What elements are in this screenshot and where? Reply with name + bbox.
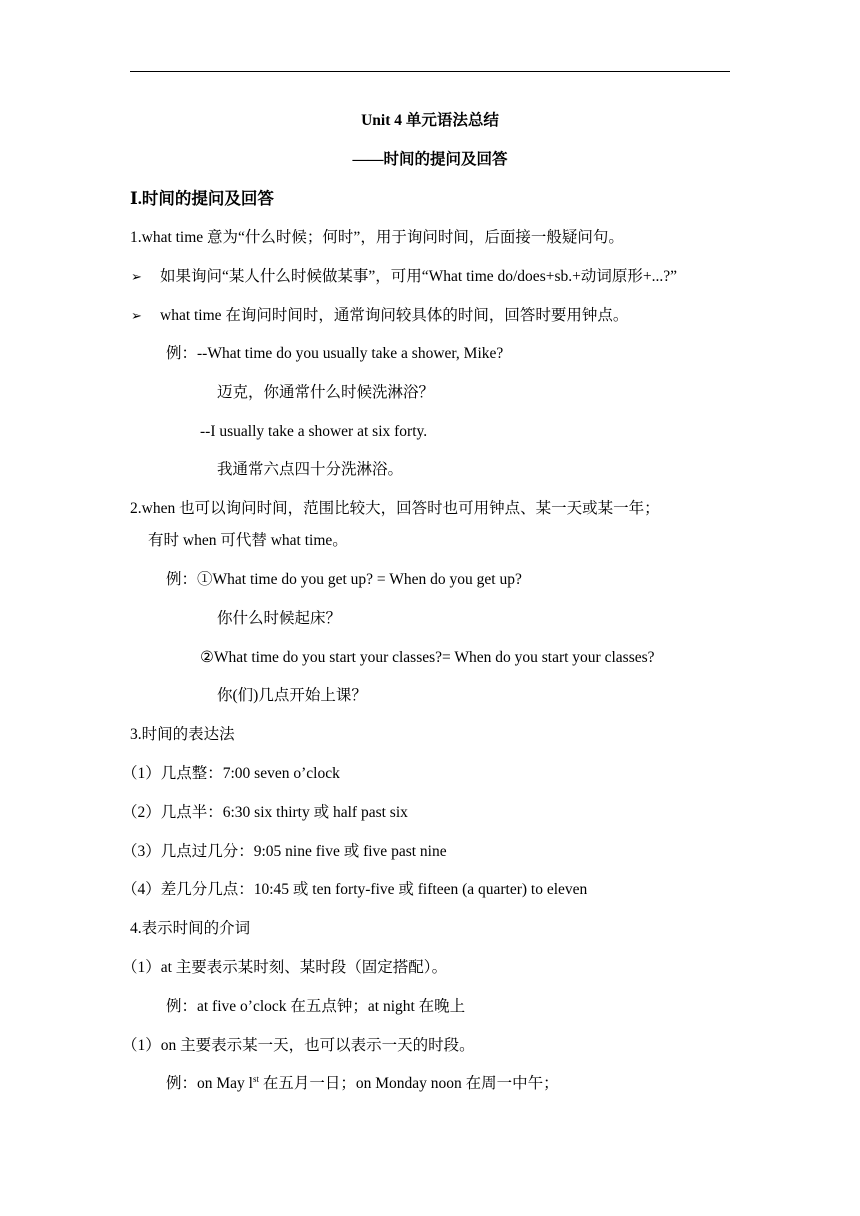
item3-line: （1）几点整：7:00 seven o’clock [122,765,340,782]
item1-example-answer-cn: 我通常六点四十分洗淋浴。 [217,461,404,478]
item4-on-example [166,1074,559,1094]
item1-example-answer: --I usually take a shower at six forty. [200,423,428,440]
page-title: Unit 4 单元语法总结 [361,112,499,129]
item4-on-example-pre: 例：on May l [166,1075,253,1092]
arrow-bullet-icon: ➢ [131,269,142,284]
item3-line: （3）几点过几分：9:05 nine five 或 five past nine [122,843,447,860]
item1-bullet2: what time 在询问时间时，通常询问较具体的时间，回答时要用钟点。 [160,307,629,324]
arrow-bullet-icon: ➢ [131,308,142,323]
item2-example1-cn: 你什么时候起床？ [217,610,342,627]
page-subtitle: ——时间的提问及回答 [352,151,508,168]
item4-on-example-sup: st [252,1074,259,1084]
item3-heading: 3.时间的表达法 [130,726,235,743]
item2-example1: 例：①What time do you get up? = When do you get up? [166,571,522,588]
item1-example-question: 例：--What time do you usually take a shower, Mike? [166,345,504,362]
item4-at-line: （1）at 主要表示某时刻、某时段（固定搭配）。 [122,959,448,976]
item3-line: （4）差几分几点：10:45 或 ten forty-five 或 fifteen (a quarter) to eleven [122,881,588,898]
item4-on-line: （1）on 主要表示某一天，也可以表示一天的时段。 [122,1037,475,1054]
item1-text: 1.what time 意为“什么时候；何时”，用于询问时间，后面接一般疑问句。 [130,229,624,246]
item4-on-example-post: 在五月一日；on Monday noon 在周一中午； [258,1075,559,1092]
item2-example2: ②What time do you start your classes?= When do you start your classes? [200,649,655,666]
item4-at-example: 例：at five o’clock 在五点钟；at night 在晚上 [166,998,466,1015]
item2-text-line2: 有时 when 可代替 what time。 [148,532,348,549]
item4-heading: 4.表示时间的介词 [130,920,251,937]
item2-text-line1: 2.when 也可以询问时间，范围比较大，回答时也可用钟点、某一天或某一年； [130,500,660,517]
header-rule [130,71,730,72]
section-heading: Ⅰ.时间的提问及回答 [130,189,274,208]
item1-example-question-cn: 迈克，你通常什么时候洗淋浴？ [217,384,435,401]
item2-example2-cn: 你(们)几点开始上课？ [217,687,367,704]
item1-bullet1: 如果询问“某人什么时候做某事”，可用“What time do/does+sb.+动词原形+...?” [160,268,677,285]
item3-line: （2）几点半：6:30 six thirty 或 half past six [122,804,408,821]
